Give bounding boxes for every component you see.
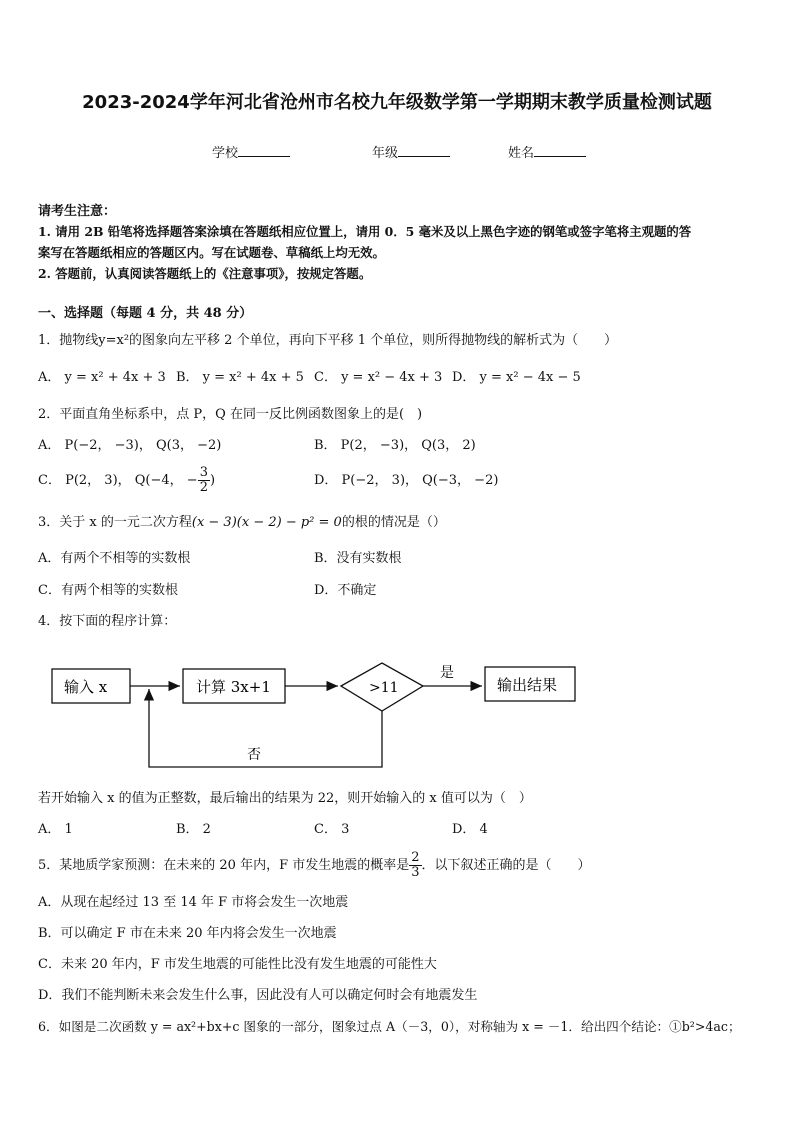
q5-stem-suffix: ．以下叙述正确的是（ ） xyxy=(421,858,591,873)
name-label: 姓名 xyxy=(508,146,535,161)
flow-compute-label: 计算 3x+1 xyxy=(196,678,271,696)
flow-condition-label: >11 xyxy=(369,680,399,696)
q2-stem: 2．平面直角坐标系中，点 P，Q 在同一反比例函数图象上的是( ) xyxy=(38,407,423,422)
notice-line-2: 2. 答题前，认真阅读答题纸上的《注意事项》，按规定答题。 xyxy=(38,266,372,281)
flow-input-label: 输入 x xyxy=(64,678,108,696)
q3-option-c: C．有两个相等的实数根 xyxy=(38,583,178,598)
school-label: 学校 xyxy=(212,146,239,161)
q6-stem: 6．如图是二次函数 y = ax²+bx+c 图象的一部分，图象过点 A（－3，0），对称轴为 x = －1．给出四个结论：①b²>4ac； xyxy=(38,1019,741,1034)
q3-stem xyxy=(38,515,446,531)
q3-option-a: A．有两个不相等的实数根 xyxy=(38,551,191,566)
q4-option-a: A． 1 xyxy=(38,822,73,837)
name-blank[interactable] xyxy=(534,143,586,157)
q3-stem-prefix: 3．关于 x 的一元二次方程 xyxy=(38,515,192,530)
grade-field xyxy=(372,142,450,161)
q4-option-b: B． 2 xyxy=(176,822,211,837)
q1-option-b: B． y = x² + 4x + 5 xyxy=(176,370,304,385)
q5-option-d: D．我们不能判断未来会发生什么事，因此没有人可以确定何时会有地震发生 xyxy=(38,988,478,1003)
grade-blank[interactable] xyxy=(398,143,450,157)
q4-option-d: D． 4 xyxy=(452,822,488,837)
q1-stem: 1．抛物线y=x²的图象向左平移 2 个单位，再向下平移 1 个单位，则所得抛物线的解析式为（ ） xyxy=(38,333,618,348)
q2-option-a: A． P(−2， −3)， Q(3， −2) xyxy=(38,438,222,453)
q1-option-d: D． y = x² − 4x − 5 xyxy=(452,370,581,385)
q2-option-c-suffix: ) xyxy=(209,473,216,488)
page-title: 2023-2024学年河北省沧州市名校九年级数学第一学期期末教学质量检测试题 xyxy=(82,92,712,113)
q2-option-d: D． P(−2， 3)， Q(−3， −2) xyxy=(314,473,499,488)
q2-option-c-fraction xyxy=(198,466,210,495)
q2-option-c-prefix: C． P(2， 3)， Q(−4， − xyxy=(38,473,198,488)
q5-option-a: A．从现在起经过 13 至 14 年 F 市将会发生一次地震 xyxy=(38,895,349,910)
q5-option-b: B．可以确定 F 市在未来 20 年内将会发生一次地震 xyxy=(38,926,337,941)
q5-stem-prefix: 5．某地质学家预测：在未来的 20 年内，F 市发生地震的概率是 xyxy=(38,858,410,873)
program-flowchart xyxy=(38,650,598,770)
q2-option-b: B． P(2， −3)， Q(3， 2) xyxy=(314,438,476,453)
q3-option-b: B．没有实数根 xyxy=(314,551,402,566)
notice-line-1a: 1. 请用 2B 铅笔将选择题答案涂填在答题纸相应位置上，请用 0．5 毫米及以上黑色字迹的钢笔或签字笔将主观题的答 xyxy=(38,224,692,239)
q5-option-c: C．未来 20 年内，F 市发生地震的可能性比没有发生地震的可能性大 xyxy=(38,957,437,972)
flow-loop-back-arrow xyxy=(149,689,382,767)
q5-frac-den: 3 xyxy=(411,865,420,880)
q5-probability-fraction xyxy=(409,851,421,880)
q4-option-c: C． 3 xyxy=(314,822,350,837)
q1-option-c: C． y = x² − 4x + 3 xyxy=(314,370,443,385)
notice-line-1b: 案写在答题纸相应的答题区内。写在试题卷、草稿纸上均无效。 xyxy=(38,245,385,260)
notice-heading: 请考生注意： xyxy=(38,204,117,219)
q3-stem-suffix: 的根的情况是（） xyxy=(341,515,446,530)
name-field xyxy=(508,142,586,161)
q3-equation: (x − 3)(x − 2) − p² = 0 xyxy=(191,515,342,530)
flow-output-label: 输出结果 xyxy=(497,676,558,694)
q3-option-d: D．不确定 xyxy=(314,583,377,598)
flow-no-label: 否 xyxy=(247,747,261,763)
q2-option-c xyxy=(38,463,215,499)
q1-option-a: A． y = x² + 4x + 3 xyxy=(38,370,166,385)
section-heading: 一、选择题（每题 4 分，共 48 分） xyxy=(38,306,253,321)
q5-stem xyxy=(38,848,591,884)
q2-c-frac-num: 3 xyxy=(199,465,208,480)
school-blank[interactable] xyxy=(238,143,290,157)
q4-stem: 4．按下面的程序计算： xyxy=(38,614,177,629)
q5-frac-num: 2 xyxy=(411,850,420,865)
grade-label: 年级 xyxy=(372,146,399,161)
school-field xyxy=(212,142,290,161)
q4-question: 若开始输入 x 的值为正整数，最后输出的结果为 22，则开始输入的 x 值可以为（ ） xyxy=(38,791,532,806)
flow-yes-label: 是 xyxy=(440,665,454,681)
q2-c-frac-den: 2 xyxy=(199,480,208,495)
